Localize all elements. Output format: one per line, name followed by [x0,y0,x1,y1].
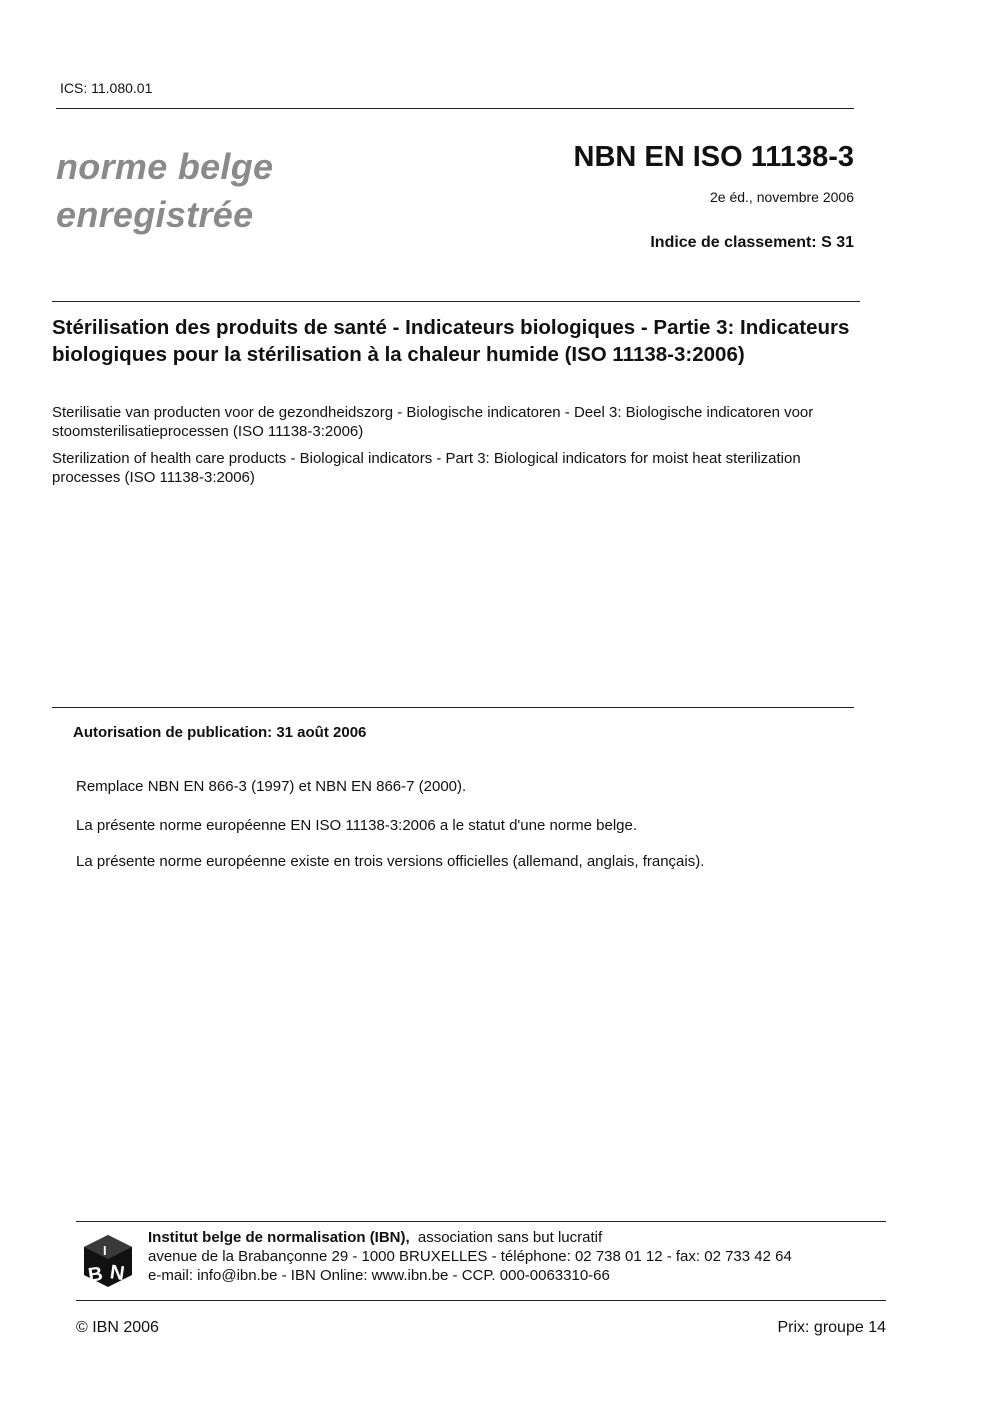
edition-date: 2e éd., novembre 2006 [710,189,854,205]
svg-text:I: I [103,1243,107,1258]
institute-heading [148,1228,602,1248]
publication-authorization: Autorisation de publication: 31 août 2006 [73,724,367,741]
institute-address: avenue de la Brabançonne 29 - 1000 BRUXELLES - téléphone: 02 738 01 12 - fax: 02 733 42 64 [148,1248,792,1265]
title-french: Stérilisation des produits de santé - Indicateurs biologiques - Partie 3: Indicateurs biologiques pour la stérilisation à la chaleur humide (ISO 11138-3:2006) [52,316,850,366]
copyright: © IBN 2006 [76,1319,159,1336]
price-group: Prix: groupe 14 [777,1319,886,1336]
classification-index: Indice de classement: S 31 [650,234,854,251]
header-divider [56,108,854,109]
svg-text:N: N [108,1261,126,1286]
footer-bottom-divider [76,1300,886,1301]
status-paragraph: La présente norme européenne EN ISO 11138-3:2006 a le statut d'une norme belge. [76,817,638,834]
ics-code: ICS: 11.080.01 [60,80,153,96]
institute-name: Institut belge de normalisation (IBN), [148,1229,410,1246]
versions-paragraph: La présente norme européenne existe en trois versions officielles (allemand, anglais, français). [76,853,705,870]
standard-code: NBN EN ISO 11138-3 [573,141,854,173]
ibn-logo-icon [82,1233,134,1289]
title-divider [52,301,860,302]
brand-label [56,143,273,239]
title-english: Sterilization of health care products - Biological indicators - Part 3: Biological indicators for moist heat sterilization processes (ISO 11138-3:2006) [52,450,801,486]
brand-line-1: norme belge [56,146,274,187]
publication-divider [52,707,854,708]
footer-top-divider [76,1221,886,1222]
institute-type: association sans but lucratif [417,1229,603,1246]
svg-text:B: B [86,1263,105,1287]
institute-contact: e-mail: info@ibn.be - IBN Online: www.ibn.be - CCP. 000-0063310-66 [148,1267,610,1284]
replaces-paragraph: Remplace NBN EN 866-3 (1997) et NBN EN 866-7 (2000). [76,778,467,795]
brand-line-2: enregistrée [56,194,254,235]
title-dutch: Sterilisatie van producten voor de gezondheidszorg - Biologische indicatoren - Deel 3: Biologische indicatoren voor stoomsterilisatieprocessen (ISO 11138-3:2006) [52,404,814,440]
